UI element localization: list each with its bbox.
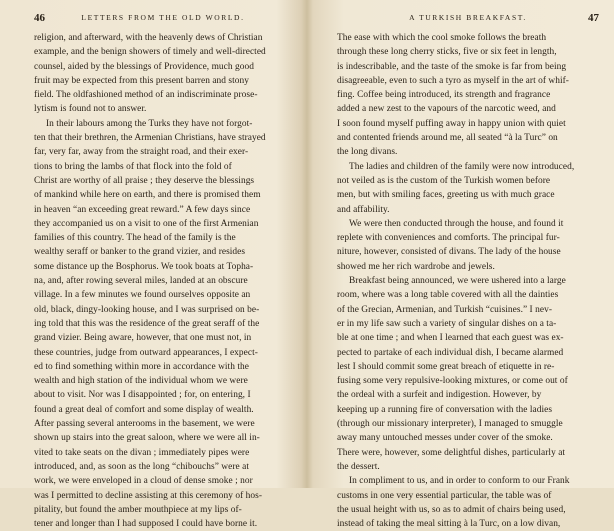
text-line: (through our missionary interpreter), I managed to smuggle (337, 419, 563, 430)
page-number: 47 (588, 12, 599, 24)
text-line: keeping up a running fire of conversation with the ladies (337, 404, 553, 415)
text-line: shown up stairs into the great saloon, where we were all in- (34, 433, 260, 444)
right-page-header (337, 12, 599, 26)
left-page (0, 0, 307, 530)
text-line: The ease with which the cool smoke follows the breath (337, 33, 547, 43)
text-line: tener and longer than I had supposed I could have borne it. (34, 519, 258, 530)
text-line: disagreeable, even to such a tyro as myself in the art of whif- (337, 75, 569, 86)
text-line: about to visit. Nor was I disappointed ; for, on entering, I (34, 390, 251, 401)
text-line: lytism is found not to answer. (34, 104, 147, 115)
text-line: customs in one very essential particular, the table was of (337, 490, 552, 501)
paragraph-start-line: In compliment to us, and in order to conform to our Frank (349, 476, 570, 487)
text-line: far, very far, away from the straight road, and their exer- (34, 147, 249, 158)
text-line: Christ are worthy of all praise ; they deserve the blessings (34, 175, 255, 186)
text-line: through these long cherry sticks, five or six feet in length, (337, 47, 557, 58)
text-line: counsel, aided by the blessings of Providence, much good (34, 61, 254, 72)
text-line: in heaven “an exceeding great reward.” A few days since (34, 204, 251, 215)
text-line: found a great deal of comfort and some display of wealth. (34, 404, 254, 415)
text-line: tions to bring the lambs of that flock into the fold of (34, 161, 232, 172)
text-line: families of this country. The head of the family is the (34, 233, 236, 244)
text-line: er in my life saw such a variety of singular dishes on a ta- (337, 318, 557, 329)
text-line: fing. Coffee being introduced, its strength and fragrance (337, 90, 551, 101)
text-line: the dessert. (337, 461, 380, 472)
text-line: There were, however, some delightful dishes, particularly at (337, 447, 566, 458)
paragraph-start-line: In their labours among the Turks they have not forgot- (46, 118, 253, 129)
paragraph-start-line: The ladies and children of the family were now introduced, (349, 161, 575, 172)
text-line: replete with conveniences and comforts. The principal fur- (337, 233, 560, 244)
text-line: not veiled as is the custom of the Turkish women before (337, 175, 551, 186)
text-line: ble at one time ; and when I learned that each guest was ex- (337, 333, 564, 344)
text-line: instead of taking the meal sitting à la Turc, on a low divan, (337, 519, 561, 530)
text-line: of the Grecian, Armenian, and Turkish “cuisines.” I nev- (337, 304, 552, 315)
paragraph-start-line: We were then conducted through the house, and found it (349, 218, 564, 229)
left-page-header (34, 12, 292, 26)
text-line: ing told that this was the residence of the great seraff of the (34, 318, 260, 329)
running-head: A TURKISH BREAKFAST. (409, 13, 527, 22)
text-line: village. In a few minutes we found ourselves opposite an (34, 290, 251, 301)
text-line: fusing some very repulsive-looking mixtures, or come out of (337, 376, 568, 387)
text-line: of mankind while here on earth, and there is promised them (34, 190, 261, 201)
text-line: the long divans. (337, 147, 398, 158)
text-line: they accompanied us on a visit to one of the first Armenian (34, 218, 259, 229)
text-line: added a new zest to the vapours of the narcotic weed, and (337, 104, 556, 115)
left-page-body (34, 31, 290, 531)
right-page (307, 0, 614, 530)
text-line: and contented friends around me, all seated “à la Turc” on (337, 133, 558, 144)
text-line: fruit may be expected from this present barren and stony (34, 75, 249, 86)
text-line: grand vizier. Being aware, however, that one must not, in (34, 333, 252, 344)
text-line: men, but with smiling faces, greeting us with much grace (337, 190, 555, 201)
right-page-body (337, 31, 596, 531)
running-head: LETTERS FROM THE OLD WORLD. (81, 13, 245, 22)
text-line: After passing several anterooms in the basement, we were (34, 419, 255, 430)
text-line: room, where was a long table covered with all the dainties (337, 290, 559, 301)
text-line: I soon found myself puffing away in happy union with quiet (337, 118, 566, 129)
text-line: the ordeal with a surfeit and indigestion. However, by (337, 390, 542, 401)
text-line: field. The oldfashioned method of an indiscriminate prose- (34, 90, 258, 101)
text-line: niture, however, consisted of divans. The lady of the house (337, 247, 561, 258)
text-line: religion, and afterward, with the heavenly dews of Christian (34, 33, 263, 43)
text-line: old, black, dingy-looking house, and I was surprised on be- (34, 304, 260, 315)
text-line: showed me her rich wardrobe and jewels. (337, 261, 495, 272)
text-line: ten that their brethren, the Armenian Christians, have strayed (34, 133, 266, 144)
text-line: work, we were enveloped in a cloud of dense smoke ; nor (34, 476, 253, 487)
text-line: pitality, but found the amber mouthpiece at my lips of- (34, 504, 242, 515)
text-line: the usual height with us, so as to admit of chairs being used, (337, 504, 566, 515)
page-number: 46 (34, 12, 45, 24)
text-line: vited to take seats on the divan ; immediately pipes were (34, 447, 250, 458)
text-line: lest I should commit some great breach of etiquette in re- (337, 361, 555, 372)
text-line: and affability. (337, 204, 390, 215)
text-line: na, and, after rowing several miles, landed at an obscure (34, 276, 248, 287)
text-line: away many untouched messes under cover of the smoke. (337, 433, 553, 444)
text-line: ed to find something within more in accordance with the (34, 361, 249, 372)
text-line: is indescribable, and the taste of the smoke is far from being (337, 61, 567, 72)
text-line: pected to partake of each individual dish, I became alarmed (337, 347, 564, 358)
text-line: wealth and high station of the individual whom we were (34, 376, 248, 387)
text-line: wealthy seraff or banker to the grand vizier, and resides (34, 247, 246, 258)
text-line: these countries, judge from outward appearances, I expect- (34, 347, 258, 358)
text-line: introduced, and, as soon as the long “chibouchs” were at (34, 461, 249, 472)
text-line: example, and the benign showers of timely and well-directed (34, 47, 266, 58)
text-line: was I permitted to decline assisting at this ceremony of hos- (34, 490, 262, 501)
text-line: some distance up the Bosphorus. We took boats at Topha- (34, 261, 254, 272)
paragraph-start-line: Breakfast being announced, we were ushered into a large (349, 276, 566, 287)
